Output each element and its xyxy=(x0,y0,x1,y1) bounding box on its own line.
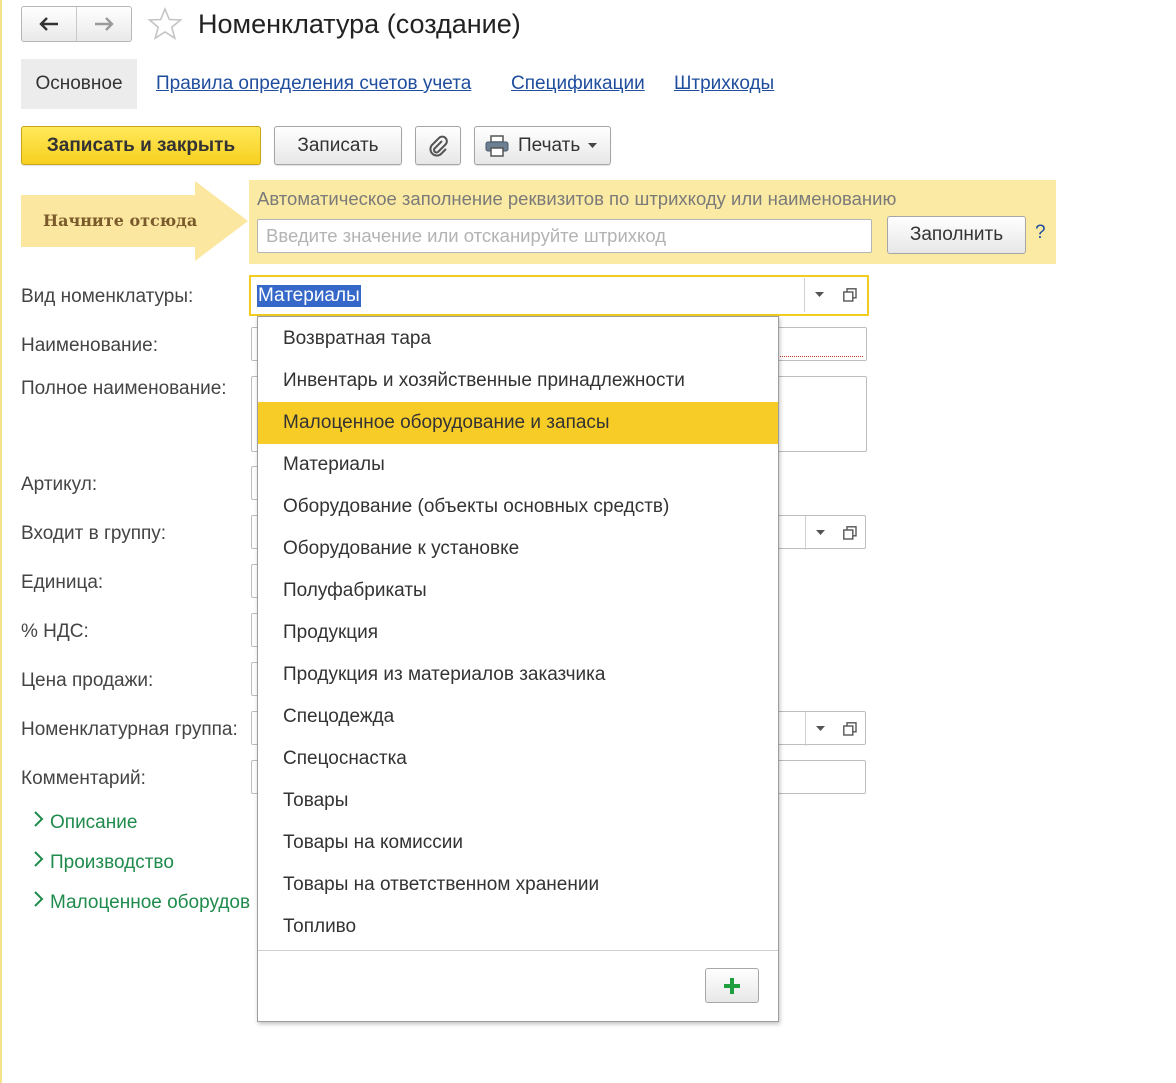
nomgroup-dropdown-button[interactable] xyxy=(805,712,835,746)
kind-select[interactable] xyxy=(249,275,869,316)
group-low-value-equipment[interactable] xyxy=(28,890,257,915)
chevron-down-icon xyxy=(588,143,597,149)
group-production-label: Производство xyxy=(50,852,174,873)
dropdown-item[interactable]: Материалы xyxy=(283,454,385,475)
printer-icon xyxy=(485,135,509,157)
full-name-label: Полное наименование: xyxy=(21,378,227,399)
chevron-right-icon xyxy=(28,810,50,828)
chevron-right-icon xyxy=(28,850,50,868)
navigation-buttons xyxy=(21,6,132,42)
open-window-icon xyxy=(843,526,857,540)
name-label: Наименование: xyxy=(21,335,158,356)
arrow-left-icon xyxy=(38,16,60,32)
group-label: Входит в группу: xyxy=(21,523,167,544)
back-button[interactable] xyxy=(22,7,76,41)
fill-button[interactable] xyxy=(887,216,1026,254)
forward-button[interactable] xyxy=(76,7,131,41)
group-dropdown-button[interactable] xyxy=(805,516,835,550)
group-description[interactable] xyxy=(28,810,137,835)
group-low-value-label: Малоценное оборудов xyxy=(50,892,251,913)
dropdown-item[interactable]: Спецодежда xyxy=(283,706,395,727)
open-window-icon xyxy=(843,288,857,302)
fill-button-label: Заполнить xyxy=(909,224,1004,245)
group-open-button[interactable] xyxy=(835,516,865,550)
dropdown-divider xyxy=(258,950,778,951)
name-required-underline xyxy=(777,356,863,357)
comment-label: Комментарий: xyxy=(21,768,146,789)
chevron-right-icon xyxy=(28,890,50,908)
dropdown-item[interactable]: Топливо xyxy=(283,916,357,937)
dropdown-item[interactable]: Товары xyxy=(283,790,349,811)
star-icon[interactable] xyxy=(147,6,183,42)
paperclip-icon xyxy=(427,134,449,158)
autofill-title: Автоматическое заполнение реквизитов по штрихкоду или наименованию xyxy=(257,188,897,209)
tab-main[interactable]: Основное xyxy=(21,59,137,109)
dropdown-item[interactable]: Оборудование к установке xyxy=(283,538,520,559)
dropdown-item[interactable]: Инвентарь и хозяйственные принадлежности xyxy=(283,370,685,391)
vat-label: % НДС: xyxy=(21,621,89,642)
start-here-banner xyxy=(21,181,248,261)
help-link[interactable]: ? xyxy=(1035,222,1046,243)
print-button[interactable] xyxy=(474,126,611,165)
tab-specifications[interactable]: Спецификации xyxy=(511,73,645,94)
price-label: Цена продажи: xyxy=(21,670,154,691)
kind-dropdown-list xyxy=(257,316,779,1022)
article-label: Артикул: xyxy=(21,474,98,495)
kind-dropdown-button[interactable] xyxy=(804,278,834,312)
nomgroup-label: Номенклатурная группа: xyxy=(21,719,238,740)
dropdown-item[interactable]: Товары на комиссии xyxy=(283,832,463,853)
add-item-button[interactable] xyxy=(705,968,759,1003)
dropdown-item[interactable]: Товары на ответственном хранении xyxy=(283,874,600,895)
dropdown-item[interactable]: Возвратная тара xyxy=(283,328,432,349)
tab-barcodes[interactable]: Штрихкоды xyxy=(674,73,775,94)
chevron-down-icon xyxy=(816,726,825,732)
attach-button[interactable] xyxy=(415,126,461,165)
page-title: Номенклатура (создание) xyxy=(198,9,521,39)
group-description-label: Описание xyxy=(50,812,138,833)
dropdown-item[interactable]: Полуфабрикаты xyxy=(283,580,427,601)
dropdown-item[interactable]: Продукция xyxy=(283,622,379,643)
open-window-icon xyxy=(843,722,857,736)
plus-icon xyxy=(723,977,741,995)
kind-label: Вид номенклатуры: xyxy=(21,286,194,307)
autofill-panel xyxy=(249,180,1056,264)
kind-selected-value: Материалы xyxy=(258,285,360,306)
print-label: Печать xyxy=(518,134,581,156)
group-production[interactable] xyxy=(28,850,174,875)
arrow-right-icon xyxy=(93,16,115,32)
tab-account-rules[interactable]: Правила определения счетов учета xyxy=(156,73,472,94)
dropdown-item-highlighted[interactable]: Малоценное оборудование и запасы xyxy=(258,402,778,444)
window-left-edge xyxy=(0,0,2,1083)
start-here-label: Начните отсюда xyxy=(43,211,198,230)
dropdown-item[interactable]: Оборудование (объекты основных средств) xyxy=(283,496,670,517)
chevron-down-icon xyxy=(816,530,825,536)
nomgroup-open-button[interactable] xyxy=(835,712,865,746)
chevron-down-icon xyxy=(815,292,824,298)
save-label: Записать xyxy=(297,134,379,156)
save-and-close-label: Записать и закрыть xyxy=(46,134,236,156)
save-and-close-button[interactable] xyxy=(21,126,261,165)
save-button[interactable] xyxy=(274,126,402,165)
dropdown-item[interactable]: Продукция из материалов заказчика xyxy=(283,664,606,685)
kind-open-button[interactable] xyxy=(835,278,865,312)
unit-label: Единица: xyxy=(21,572,104,593)
dropdown-item[interactable]: Спецоснастка xyxy=(283,748,407,769)
barcode-input[interactable] xyxy=(257,219,872,253)
